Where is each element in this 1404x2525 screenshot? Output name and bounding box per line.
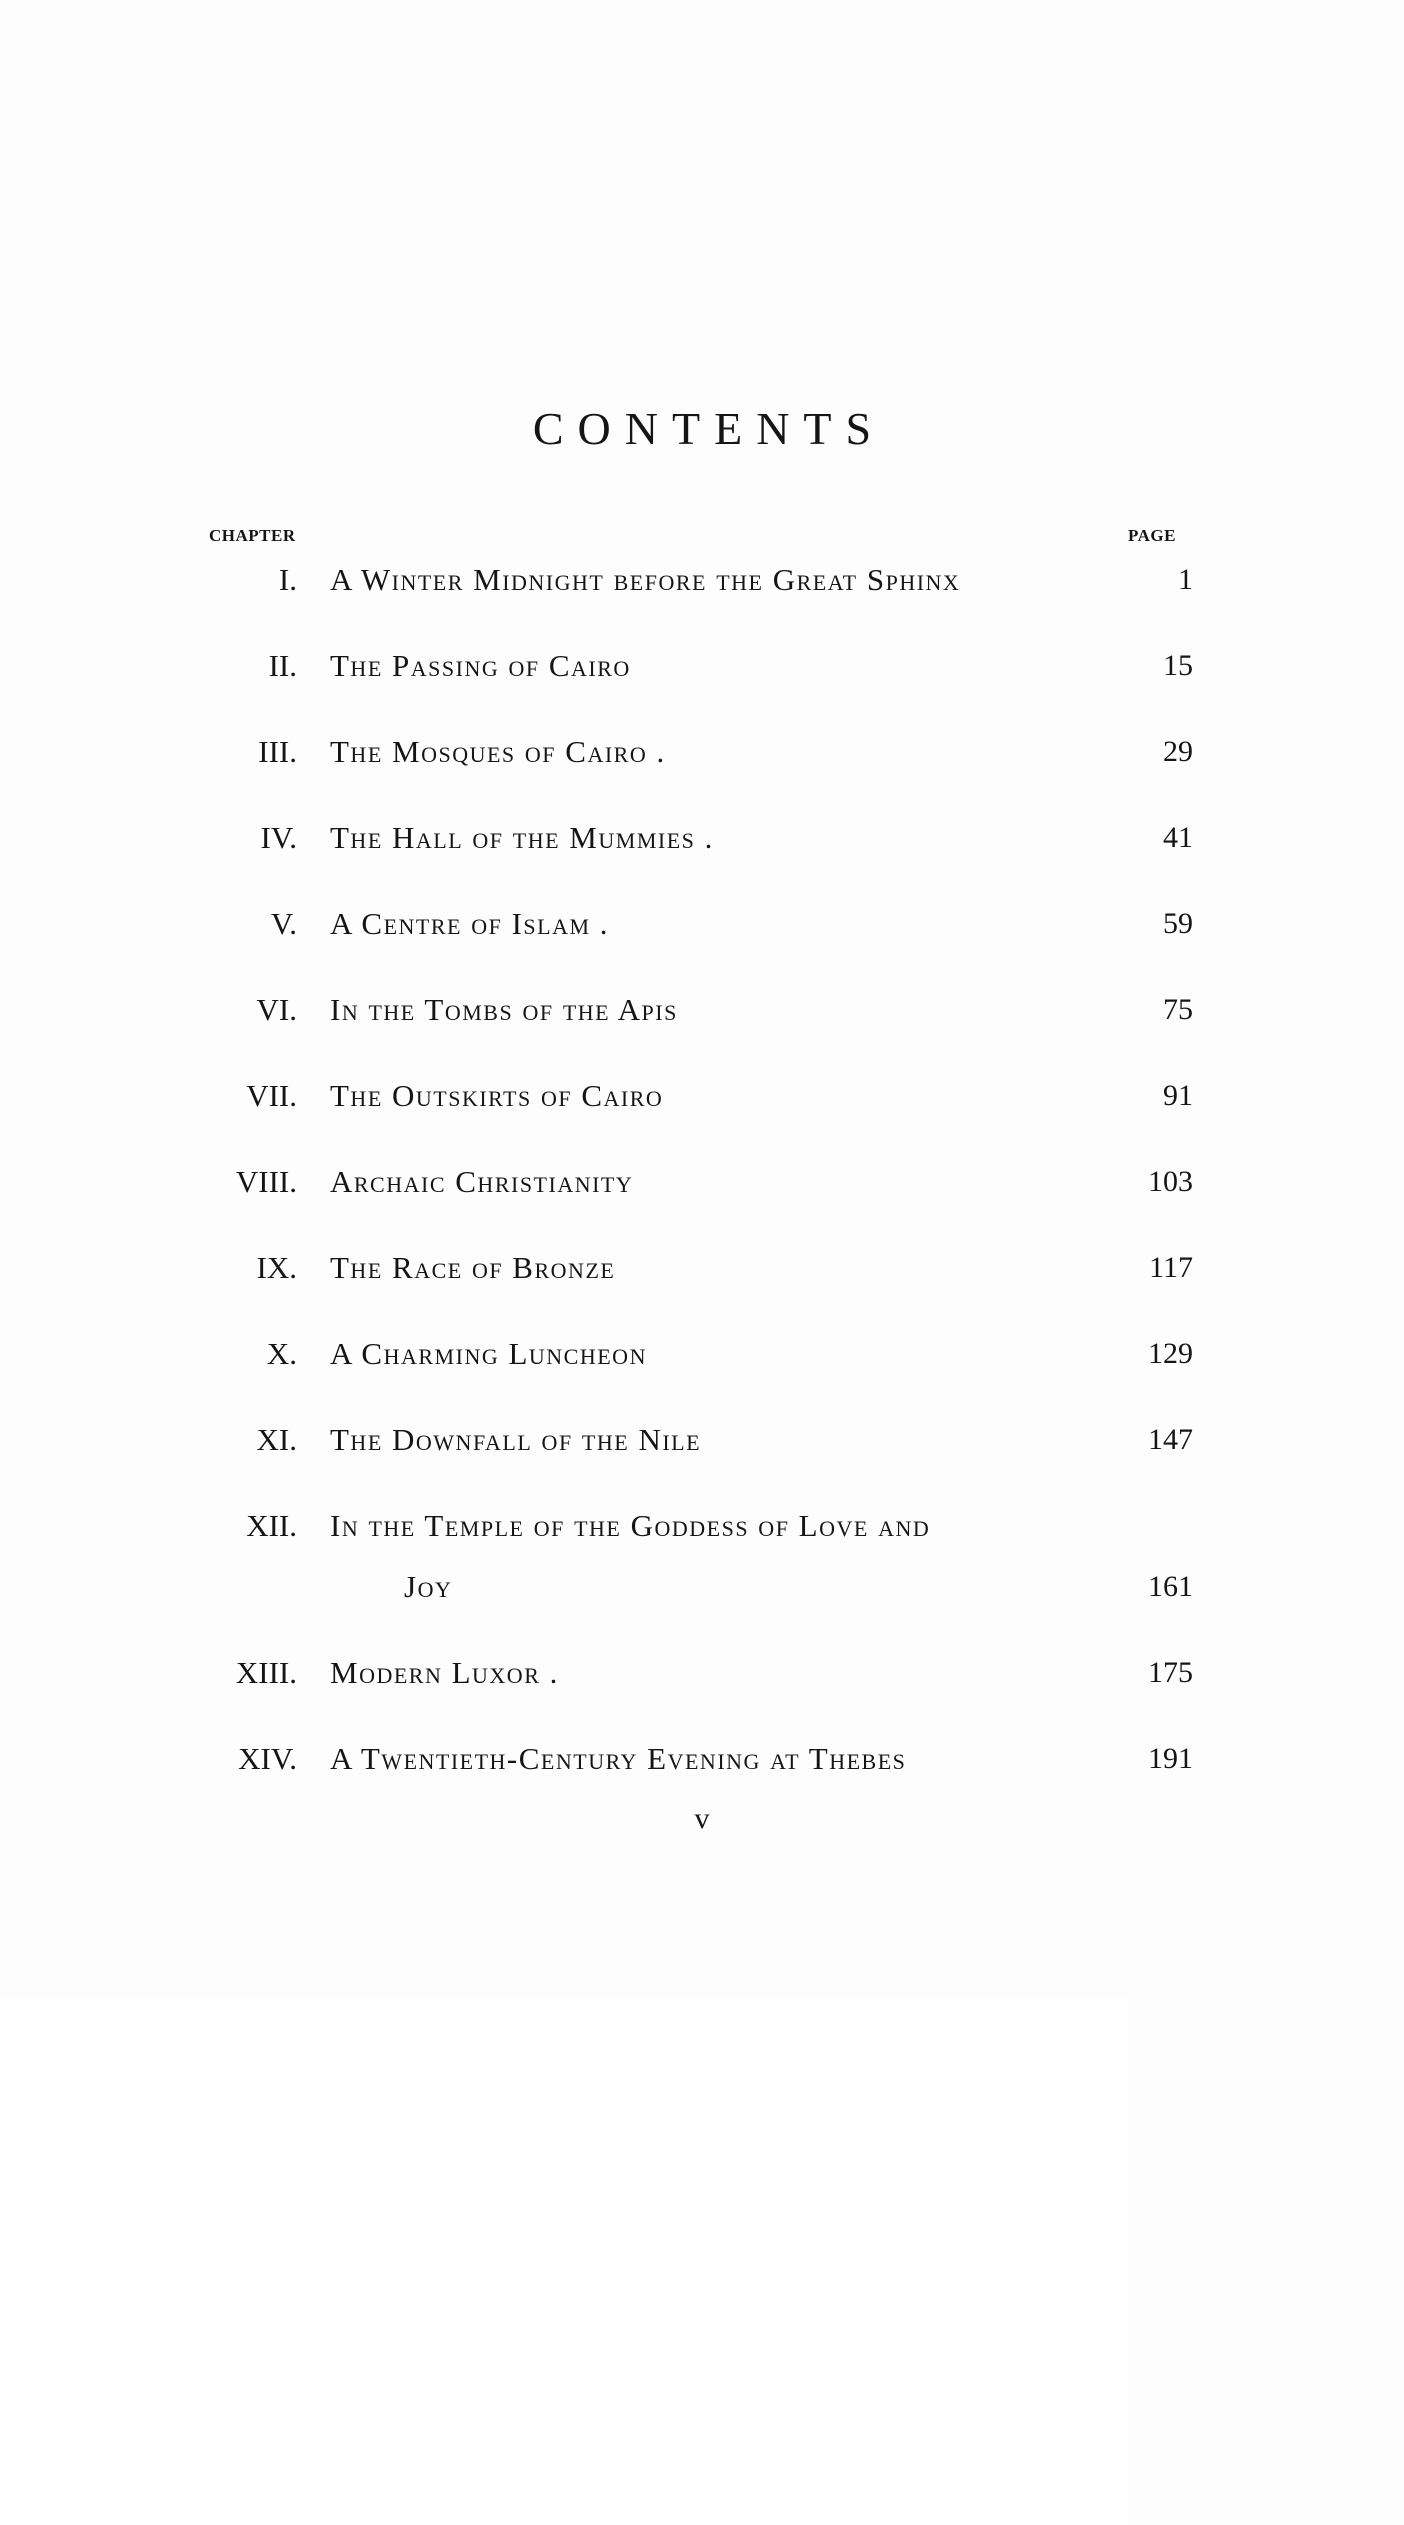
chapter-number: II. <box>268 648 297 683</box>
chapter-number: IX. <box>256 1250 297 1285</box>
chapter-number: VIII. <box>235 1164 297 1199</box>
toc-entry <box>0 1334 1404 1374</box>
page-folio: v <box>694 1802 710 1835</box>
toc-entry <box>0 646 1404 686</box>
page-number: 191 <box>1148 1742 1193 1775</box>
page-number: 75 <box>1163 993 1193 1026</box>
chapter-title: A Twentieth-Century Evening at Thebes <box>330 1741 907 1776</box>
chapter-title: The Hall of the Mummies . <box>330 820 714 855</box>
chapter-title: A Charming Luncheon <box>330 1336 647 1371</box>
chapter-number: VII. <box>246 1078 297 1113</box>
toc-entry <box>0 990 1404 1030</box>
chapter-number: III. <box>258 734 297 769</box>
page-number: 15 <box>1163 649 1193 682</box>
toc-entry <box>0 1653 1404 1693</box>
page-number: 1 <box>1178 563 1193 596</box>
chapter-column-header: CHAPTER <box>209 526 296 545</box>
page-title: CONTENTS <box>532 403 886 454</box>
page-number: 117 <box>1149 1251 1193 1284</box>
toc-entry <box>0 1248 1404 1288</box>
chapter-number: X. <box>266 1336 297 1371</box>
chapter-title: The Mosques of Cairo . <box>330 734 666 769</box>
chapter-title: A Winter Midnight before the Great Sphinx <box>330 562 961 597</box>
chapter-title: In the Temple of the Goddess of Love and <box>330 1508 931 1543</box>
chapter-number: IV. <box>260 820 297 855</box>
page-number: 91 <box>1163 1079 1193 1112</box>
toc-entry <box>0 560 1404 600</box>
chapter-title: The Outskirts of Cairo <box>330 1078 664 1113</box>
toc-entry <box>0 1162 1404 1202</box>
page-number: 129 <box>1148 1337 1193 1370</box>
toc-entry <box>0 818 1404 858</box>
chapter-title: The Passing of Cairo <box>330 648 631 683</box>
chapter-number: VI. <box>256 992 297 1027</box>
chapter-title: In the Tombs of the Apis <box>330 992 678 1027</box>
page-column-header: PAGE <box>1128 526 1404 2525</box>
chapter-number: I. <box>278 562 297 597</box>
toc-entry <box>0 904 1404 944</box>
toc-entry <box>0 1506 1404 1607</box>
chapter-title: Archaic Christianity <box>330 1164 634 1199</box>
chapter-number: XI. <box>256 1422 297 1457</box>
page-number: 103 <box>1148 1165 1193 1198</box>
toc-entry <box>0 1739 1404 1779</box>
toc-entry <box>0 1420 1404 1460</box>
chapter-title: Modern Luxor . <box>330 1655 559 1690</box>
chapter-title: A Centre of Islam . <box>330 906 610 941</box>
toc-entry <box>0 732 1404 772</box>
chapter-number: XII. <box>246 1508 297 1543</box>
chapter-title: The Race of Bronze <box>330 1250 616 1285</box>
chapter-title: The Downfall of the Nile <box>330 1422 702 1457</box>
page-number: 29 <box>1163 735 1193 768</box>
chapter-number: XIII. <box>235 1655 297 1690</box>
toc-entry <box>0 1076 1404 1116</box>
chapter-number: XIV. <box>238 1741 297 1776</box>
chapter-title-continuation: Joy <box>404 1569 453 1604</box>
page-number: 161 <box>1148 1570 1193 1603</box>
chapter-number: V. <box>270 906 297 941</box>
page-number: 175 <box>1148 1656 1193 1689</box>
page-number: 147 <box>1148 1423 1193 1456</box>
page-number: 59 <box>1163 907 1193 940</box>
page-number: 41 <box>1163 821 1193 854</box>
